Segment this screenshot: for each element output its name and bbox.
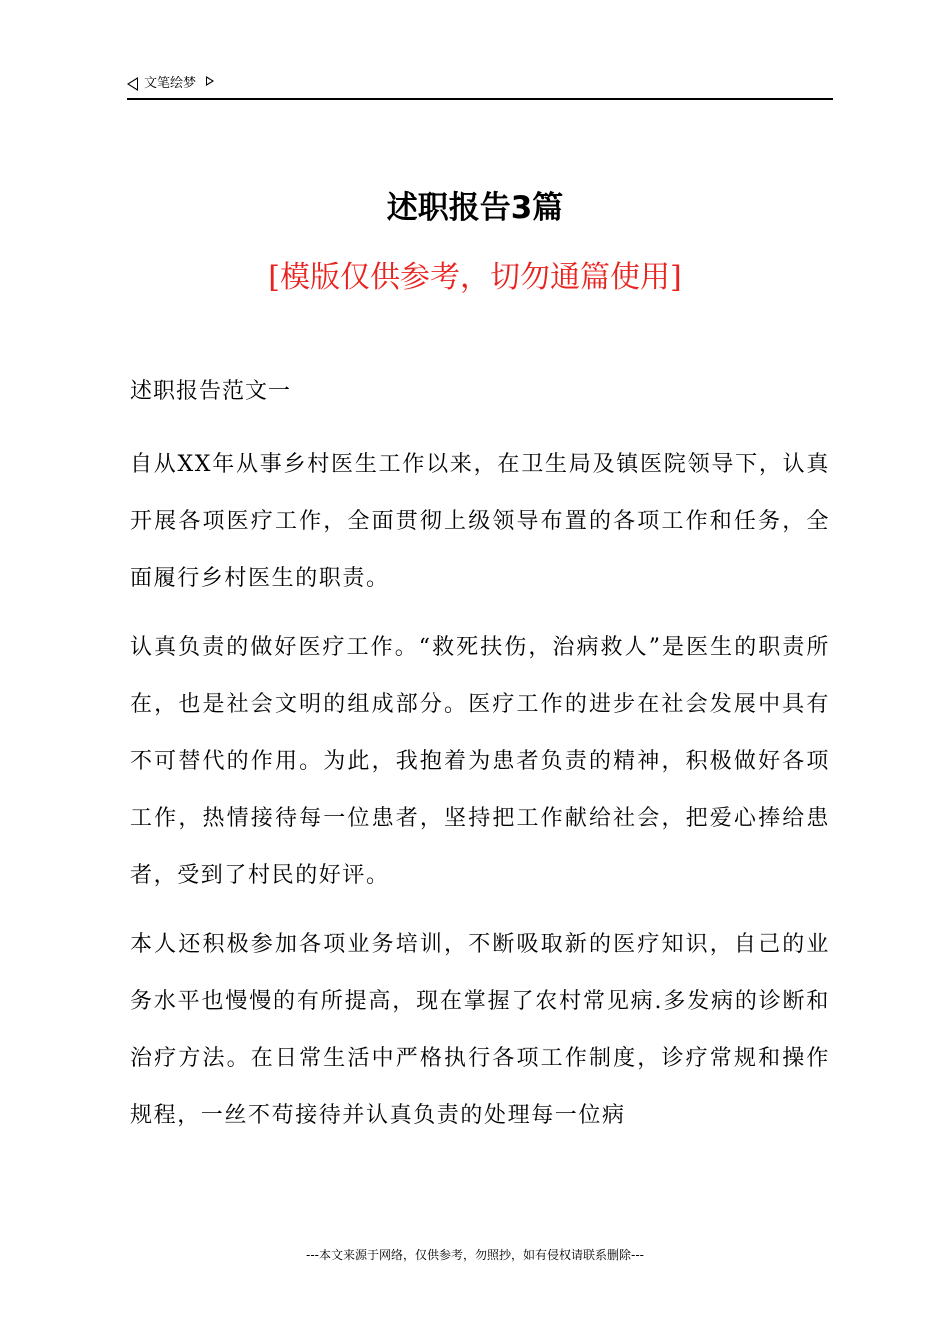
paragraph-2: 认真负责的做好医疗工作。“救死扶伤，治病救人”是医生的职责所在，也是社会文明的组成部分。医疗工作的进步在社会发展中具有不可替代的作用。为此，我抱着为患者负责的精神，积极做好各项工作，热情接待每一位患者，坚持把工作献给社会，把爱心捧给患者，受到了村民的好评。	[130, 635, 830, 888]
paragraph-3: 本人还积极参加各项业务培训，不断吸取新的医疗知识，自己的业务水平也慢慢的有所提高，现在掌握了农村常见病.多发病的诊断和治疗方法。在日常生活中严格执行各项工作制度，诊疗常规和操作规程，一丝不苟接待并认真负责的处理每一位病	[130, 932, 830, 1128]
section-title: 述职报告范文一	[130, 379, 292, 404]
paragraph-1: 自从XX年从事乡村医生工作以来，在卫生局及镇医院领导下，认真开展各项医疗工作，全面贯彻上级领导布置的各项工作和任务，全面履行乡村医生的职责。	[130, 452, 830, 591]
header-brand: 文笔绘梦	[144, 76, 197, 91]
document-title: 述职报告3篇	[386, 190, 564, 226]
page-footer: ---本文来源于网络，仅供参考，勿照抄，如有侵权请联系删除---	[306, 1248, 644, 1262]
right-triangle-icon	[206, 76, 214, 86]
document-subtitle: [模版仅供参考，切勿通篇使用]	[268, 260, 682, 295]
header-brand-group	[127, 74, 214, 94]
left-triangle-icon	[127, 77, 138, 91]
page-header	[127, 74, 833, 100]
